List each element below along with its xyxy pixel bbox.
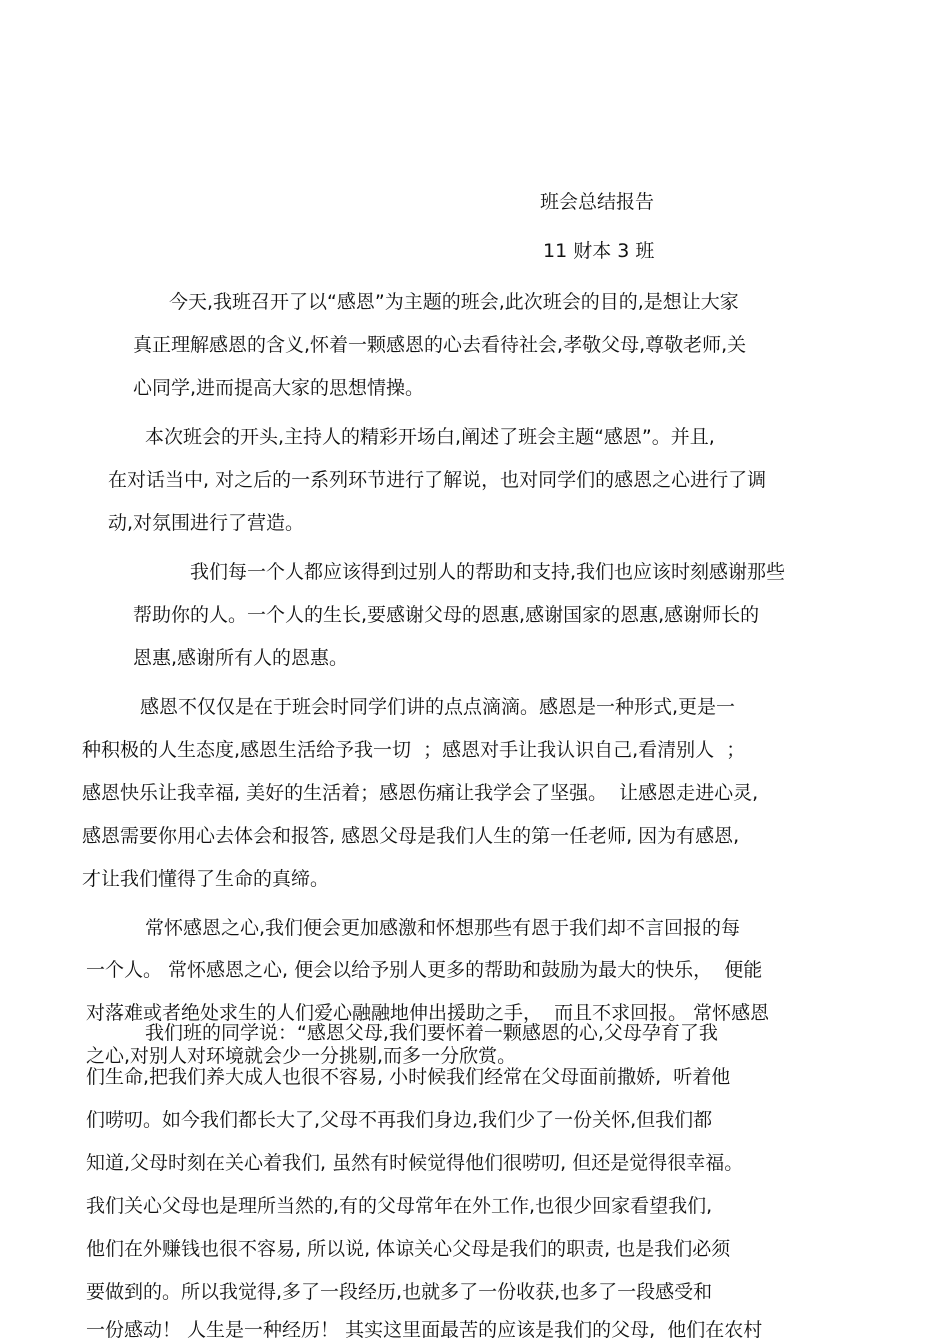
- text-line: 我们关心父母也是理所当然的,有的父母常年在外工作,也很少回家看望我们,: [86, 1195, 713, 1217]
- text-line: 知道,父母时刻在关心着我们, 虽然有时候觉得他们很唠叨, 但还是觉得很幸福。: [86, 1152, 744, 1174]
- text-line: 心同学,进而提高大家的思想情操。: [133, 377, 425, 399]
- text-line: 一个人。 常怀感恩之心, 便会以给予别人更多的帮助和鼓励为最大的快乐， 便能: [86, 959, 763, 981]
- text-line: 帮助你的人。一个人的生长,要感谢父母的恩惠,感谢国家的恩惠,感谢师长的: [133, 604, 760, 626]
- text-line: 感恩快乐让我幸福, 美好的生活着；感恩伤痛让我学会了坚强。 让感恩走进心灵,: [82, 782, 759, 804]
- text-line: 我们每一个人都应该得到过别人的帮助和支持,我们也应该时刻感谢那些: [190, 561, 786, 583]
- text-line: 我们班的同学说：“感恩父母,我们要怀着一颗感恩的心,父母孕育了我: [145, 1022, 718, 1044]
- text-line: 常怀感恩之心,我们便会更加感激和怀想那些有恩于我们却不言回报的每: [145, 917, 741, 939]
- text-line: 今天,我班召开了以“感恩”为主题的班会,此次班会的目的,是想让大家: [169, 291, 739, 313]
- text-line: 一份感动！ 人生是一种经历！ 其实这里面最苦的应该是我们的父母, 他们在农村: [86, 1319, 763, 1341]
- text-line: 感恩需要你用心去体会和报答, 感恩父母是我们人生的第一任老师, 因为有感恩,: [82, 825, 740, 847]
- text-line: 在对话当中, 对之后的一系列环节进行了解说，也对同学们的感恩之心进行了调: [108, 469, 767, 491]
- text-line: 要做到的。所以我觉得,多了一段经历,也就多了一份收获,也多了一段感受和: [86, 1281, 713, 1303]
- text-line: 才让我们懂得了生命的真缔。: [82, 868, 330, 890]
- text-line: 动,对氛围进行了营造。: [108, 512, 305, 534]
- text-line: 们生命,把我们养大成人也很不容易, 小时候我们经常在父母面前撒娇, 听着他: [86, 1066, 731, 1088]
- text-line: 恩惠,感谢所有人的恩惠。: [133, 647, 349, 669]
- text-line: 感恩不仅仅是在于班会时同学们讲的点点滴滴。感恩是一种形式,更是一: [140, 696, 736, 718]
- text-line: 种积极的人生态度,感恩生活给予我一切 ；感恩对手让我认识自己,看清别人 ；: [82, 739, 746, 761]
- text-line: 对落难或者绝处求生的人们爱心融融地伸出援助之手， 而且不求回报。 常怀感恩: [86, 1002, 770, 1024]
- text-line: 们唠叨。如今我们都长大了,父母不再我们身边,我们少了一份关怀,但我们都: [86, 1109, 713, 1131]
- text-line: 之心,对别人对环境就会少一分挑剔,而多一分欣赏。: [86, 1045, 517, 1067]
- text-line: 他们在外赚钱也很不容易, 所以说, 体谅关心父母是我们的职责, 也是我们必须: [86, 1238, 731, 1260]
- class-name: 11 财本 3 班: [543, 240, 655, 262]
- report-title: 班会总结报告: [540, 191, 655, 213]
- text-line: 本次班会的开头,主持人的精彩开场白,阐述了班会主题“感恩”。并且,: [145, 426, 715, 448]
- text-line: 真正理解感恩的含义,怀着一颗感恩的心去看待社会,孝敬父母,尊敬老师,关: [133, 334, 747, 356]
